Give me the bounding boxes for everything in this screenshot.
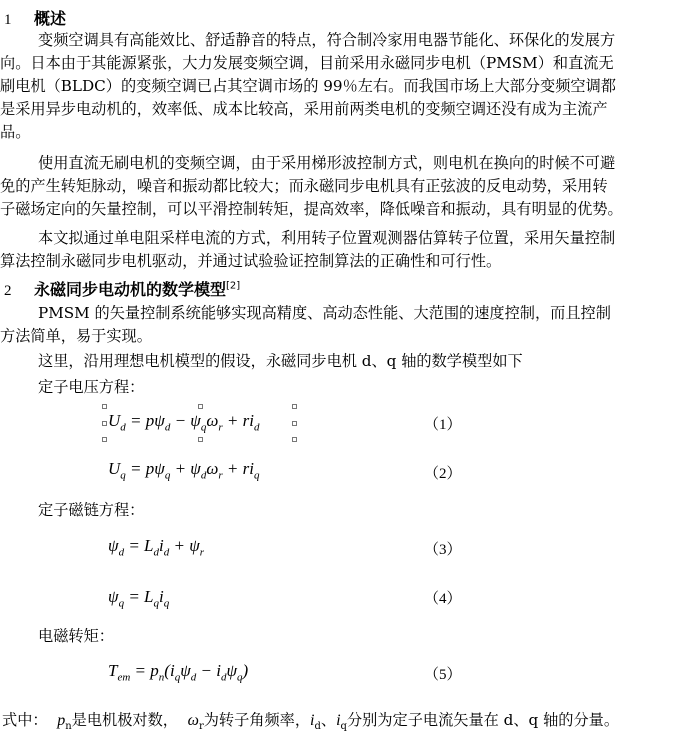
text-line: 子磁场定向的矢量控制，可以平滑控制转矩，提高效率，降低噪音和振动，具有明显的优势。 bbox=[0, 200, 623, 218]
section-2-paragraph-2 bbox=[0, 350, 673, 373]
text-line: 本文拟通过单电阻采样电流的方式，利用转子位置观测器估算转子位置，采用矢量控制 bbox=[38, 229, 616, 247]
section-1-title: 概述 bbox=[34, 9, 67, 28]
text-line: 免的产生转矩脉动，噪音和振动都比较大；而永磁同步电机具有正弦波的反电动势，采用转 bbox=[0, 177, 608, 195]
section-1-paragraph-2 bbox=[0, 152, 673, 221]
section-1-number: 1 bbox=[4, 12, 12, 28]
stator-voltage-label: 定子电压方程： bbox=[38, 378, 145, 396]
selection-handle[interactable] bbox=[292, 421, 297, 426]
selection-handle[interactable] bbox=[198, 437, 203, 442]
stator-flux-label: 定子磁链方程： bbox=[38, 501, 145, 519]
text-line: 刷电机（BLDC）的变频空调已占其空调市场的 99％左右。而我国市场上大部分变频空调都 bbox=[0, 77, 616, 95]
definition-currents: 分别为定子电流矢量在 d、q 轴的分量。 bbox=[346, 711, 620, 729]
equation-number-4: （4） bbox=[424, 591, 462, 607]
selection-handle[interactable] bbox=[102, 404, 107, 409]
section-2-title: 永磁同步电动机的数学模型 bbox=[34, 280, 227, 299]
citation-ref: [2] bbox=[226, 280, 241, 292]
text-line: 向。日本由于其能源紧张，大力发展变频空调，目前采用永磁同步电机（PMSM）和直流无 bbox=[0, 54, 614, 72]
section-1-heading bbox=[4, 6, 66, 29]
equation-4: $\psi_q = L_qi_q$ bbox=[108, 587, 170, 610]
selection-handle[interactable] bbox=[102, 421, 107, 426]
text-line: 品。 bbox=[0, 123, 31, 141]
text-line: 变频空调具有高能效比、舒适静音的特点，符合制冷家用电器节能化、环保化的发展方 bbox=[38, 31, 616, 49]
definition-separator: 、 bbox=[320, 711, 337, 729]
selection-handle[interactable] bbox=[292, 437, 297, 442]
text-line: 使用直流无刷电机的变频空调，由于采用梯形波控制方式，则电机在换向的时候不可避 bbox=[38, 154, 616, 172]
selection-handle[interactable] bbox=[102, 437, 107, 442]
torque-label: 电磁转矩： bbox=[38, 627, 114, 645]
text-line: PMSM 的矢量控制系统能够实现高精度、高动态性能、大范围的速度控制，而且控制 bbox=[38, 304, 611, 322]
section-2-heading bbox=[4, 277, 240, 300]
equation-5: $T_{em} = p_n(i_q\psi_d - i_d\psi_q)$ bbox=[108, 661, 249, 684]
text-line: 是采用异步电动机的，效率低、成本比较高，采用前两类电机的变频空调还没有成为主流产 bbox=[0, 100, 608, 118]
section-2-number: 2 bbox=[4, 283, 12, 299]
equation-number-2: （2） bbox=[424, 466, 462, 482]
equation-number-5: （5） bbox=[424, 667, 462, 683]
section-1-paragraph-1 bbox=[0, 29, 673, 144]
selection-handle[interactable] bbox=[292, 404, 297, 409]
symbol-definitions: 式中： $p_n$是电机极对数， $\omega_r$为转子角频率，$i_d$、$i_q$分别为定子电流矢量在 d、q 轴的分量。 bbox=[2, 711, 620, 733]
definitions-prefix: 式中： bbox=[2, 711, 48, 729]
equation-number-1: （1） bbox=[424, 417, 462, 433]
section-2-paragraph-1 bbox=[0, 302, 673, 348]
selection-handle[interactable] bbox=[198, 404, 203, 409]
equation-3: $\psi_d = L_di_d + \psi_r$ bbox=[108, 536, 205, 559]
definition-omega: 为转子角频率， bbox=[203, 711, 311, 729]
equation-1: $U_d = p\psi_d - \psi_q\omega_r + ri_d$ bbox=[108, 411, 260, 434]
section-1-paragraph-3 bbox=[0, 227, 673, 273]
equation-2: $U_q = p\psi_q + \psi_d\omega_r + ri_q$ bbox=[108, 459, 260, 482]
text-line: 算法控制永磁同步电机驱动，并通过试验验证控制算法的正确性和可行性。 bbox=[0, 252, 502, 270]
text-line: 方法简单，易于实现。 bbox=[0, 327, 152, 345]
text-line: 这里，沿用理想电机模型的假设，永磁同步电机 d、q 轴的数学模型如下 bbox=[38, 352, 523, 370]
equation-number-3: （3） bbox=[424, 542, 462, 558]
definition-pn: 是电机极对数， bbox=[71, 711, 178, 729]
